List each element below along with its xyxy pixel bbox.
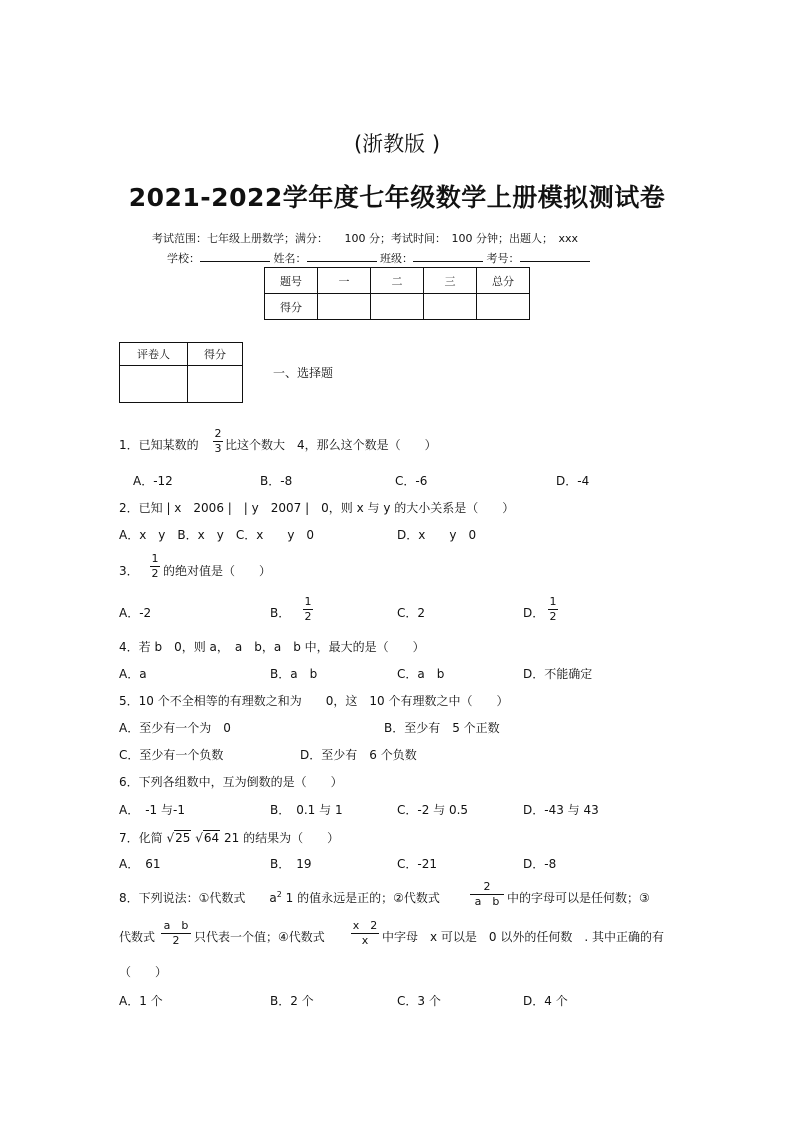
q8-text: 8．下列说法：①代数式 a: [119, 891, 277, 905]
question-8-line-2-end: 中字母 x 可以是 0 以外的任何数 . 其中正确的有: [382, 930, 664, 944]
option-b[interactable]: B． 19: [270, 857, 312, 871]
option-a[interactable]: A．1 个: [119, 994, 163, 1008]
option-b[interactable]: B． 0.1 与 1: [270, 803, 343, 817]
question-1-post: 比这个数大 4，那么这个数是（ ）: [225, 438, 437, 452]
question-7: [119, 829, 339, 846]
option-b[interactable]: B．2 个: [270, 994, 314, 1008]
question-7-post: 21 的结果为（ ）: [224, 831, 340, 845]
section-heading: 一、选择题: [273, 366, 334, 380]
fraction: 1 2: [549, 595, 557, 623]
question-5: 5．10 个不全相等的有理数之和为 0，这 10 个有理数之中（ ）: [119, 694, 509, 708]
option-c[interactable]: C．-6: [395, 474, 428, 488]
score-header-cell: 题号: [265, 268, 318, 294]
score-header-cell: 一: [318, 268, 371, 294]
option-c[interactable]: C．至少有一个负数: [119, 748, 224, 762]
grader-cell[interactable]: [188, 366, 243, 403]
option-b[interactable]: B．a b: [270, 667, 318, 681]
score-cell[interactable]: [424, 294, 477, 320]
grader-header-cell: 评卷人: [120, 343, 188, 366]
subtitle: (浙教版 ): [353, 132, 441, 156]
question-8-line-1: [119, 889, 440, 906]
option-d[interactable]: D．-4: [556, 474, 590, 488]
option-a[interactable]: A． 61: [119, 857, 161, 871]
option-a[interactable]: A．a: [119, 667, 147, 681]
question-6: 6．下列各组数中，互为倒数的是（ ）: [119, 775, 343, 789]
option-a[interactable]: A．至少有一个为 0: [119, 721, 231, 735]
student-info-line: [167, 250, 590, 266]
option-d[interactable]: D．4 个: [523, 994, 568, 1008]
question-3-post: 的绝对值是（ ）: [163, 564, 272, 578]
question-8-line-2-pre: 代数式: [119, 930, 156, 944]
school-label: 学校：: [167, 252, 200, 265]
page-title: 2021-2022学年度七年级数学上册模拟测试卷: [128, 183, 666, 212]
option-d[interactable]: D．x y 0: [397, 528, 477, 542]
option-c[interactable]: C．a b: [397, 667, 445, 681]
class-blank[interactable]: [413, 250, 483, 262]
score-header-cell: 总分: [477, 268, 530, 294]
grader-input-row: [120, 366, 243, 403]
option-b[interactable]: B．至少有 5 个正数: [384, 721, 500, 735]
option-c[interactable]: C．2: [397, 606, 426, 620]
score-row-label: 得分: [265, 294, 318, 320]
fraction: a b 2: [161, 919, 191, 948]
option-d[interactable]: D．不能确定: [523, 667, 593, 681]
grader-header-cell: 得分: [188, 343, 243, 366]
option-c[interactable]: C．3 个: [397, 994, 441, 1008]
question-3-pre: 3．: [119, 564, 139, 578]
name-label: 姓名：: [273, 252, 307, 265]
score-table-score-row: [265, 294, 530, 320]
option-abc[interactable]: A．x y B．x y C．x y 0: [119, 528, 315, 542]
question-8-line-1-end: 中的字母可以是任何数；③: [507, 891, 650, 905]
question-8-line-2-mid: 只代表一个值；④代数式: [194, 930, 325, 944]
score-table: [264, 267, 530, 320]
fraction: 1 2: [304, 595, 312, 623]
grader-cell[interactable]: [120, 366, 188, 403]
sqrt-64: √64: [195, 831, 220, 845]
option-a[interactable]: A．-2: [119, 606, 152, 620]
school-blank[interactable]: [200, 250, 270, 262]
score-header-cell: 三: [424, 268, 477, 294]
option-c[interactable]: C．-21: [397, 857, 437, 871]
question-7-pre: 7．化简: [119, 831, 163, 845]
question-8-line-3: （ ）: [119, 965, 168, 979]
exam-info: 考试范围：七年级上册数学；满分： 100 分；考试时间： 100 分钟；出题人； xxx: [152, 232, 579, 245]
option-a[interactable]: A． -1 与-1: [119, 803, 185, 817]
score-cell[interactable]: [477, 294, 530, 320]
question-4: 4．若 b 0，则 a， a b，a b 中，最大的是（ ）: [119, 640, 425, 654]
score-header-cell: 二: [371, 268, 424, 294]
superscript: 2: [276, 890, 282, 899]
name-blank[interactable]: [307, 250, 377, 262]
exam-no-label: 考号：: [486, 252, 520, 265]
score-cell[interactable]: [371, 294, 424, 320]
option-d[interactable]: D．至少有 6 个负数: [300, 748, 417, 762]
grader-table: [119, 342, 243, 403]
option-d[interactable]: D．: [523, 606, 545, 620]
option-b[interactable]: B．: [270, 606, 291, 620]
option-d[interactable]: D．-43 与 43: [523, 803, 599, 817]
sqrt-25: √25: [166, 831, 191, 845]
score-table-header-row: [265, 268, 530, 294]
fraction: 1 2: [151, 552, 159, 580]
option-d[interactable]: D．-8: [523, 857, 557, 871]
question-2: 2．已知 | x 2006 | | y 2007 | 0，则 x 与 y 的大小关系是（ ）: [119, 501, 515, 515]
fraction: 2 a b: [470, 880, 504, 909]
grader-header-row: [120, 343, 243, 366]
fraction: 2 3: [214, 427, 222, 455]
q8-text: 1 的值永远是正的；②代数式: [285, 891, 440, 905]
option-a[interactable]: A．-12: [133, 474, 173, 488]
exam-no-blank[interactable]: [520, 250, 590, 262]
option-c[interactable]: C．-2 与 0.5: [397, 803, 469, 817]
question-1-pre: 1．已知某数的: [119, 438, 199, 452]
fraction: x 2 x: [352, 919, 378, 947]
score-cell[interactable]: [318, 294, 371, 320]
option-b[interactable]: B．-8: [260, 474, 293, 488]
class-label: 班级：: [380, 252, 413, 265]
